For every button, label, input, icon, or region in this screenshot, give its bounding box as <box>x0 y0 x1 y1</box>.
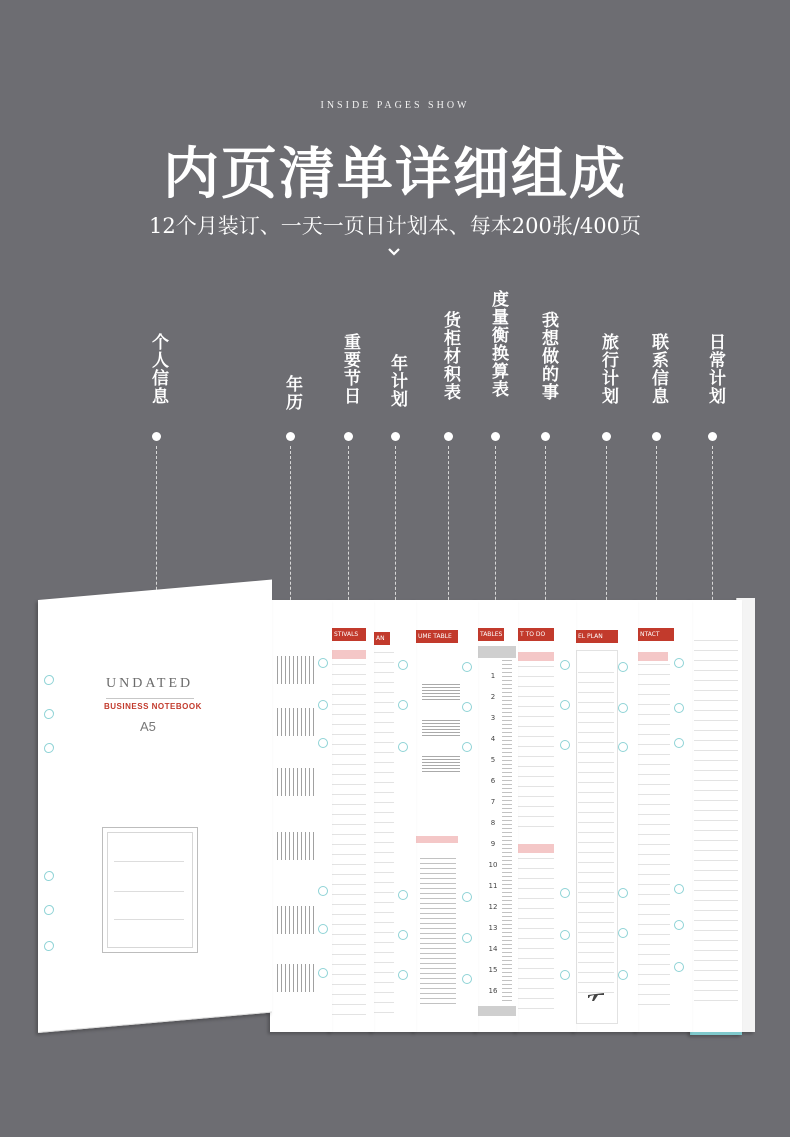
ruler-number: 4 <box>490 735 496 743</box>
section-label-travel-plan: 旅行计划 <box>598 333 618 405</box>
page-travel-plan <box>574 600 638 1032</box>
tab-travel: EL PLAN <box>574 630 618 643</box>
airplane-icon <box>586 984 606 1004</box>
cover-title: UNDATED <box>106 676 194 691</box>
page-calendar <box>270 600 332 1032</box>
tab-festivals: STIVALS <box>330 628 366 641</box>
ruler-number: 1 <box>490 672 496 680</box>
ruler-number: 16 <box>488 987 498 995</box>
page-todo <box>516 600 576 1032</box>
section-label-holidays: 重要节日 <box>340 333 360 405</box>
page-year-plan <box>372 600 416 1032</box>
section-label-calendar: 年历 <box>282 375 302 411</box>
tab-todo: T TO DO <box>516 628 554 641</box>
page-daily-plan <box>690 600 742 1035</box>
cover-size: A5 <box>140 719 156 734</box>
section-label-contacts: 联系信息 <box>648 333 668 405</box>
ruler-number: 12 <box>488 903 498 911</box>
ruler-number: 11 <box>488 882 498 890</box>
page-conversion-table <box>476 600 518 1032</box>
ruler-number: 2 <box>490 693 496 701</box>
cover-subtitle: BUSINESS NOTEBOOK <box>104 702 202 711</box>
ruler-number: 8 <box>490 819 496 827</box>
ruler-number: 13 <box>488 924 498 932</box>
tab-tables: TABLES <box>476 628 504 641</box>
tab-contact: NTACT <box>636 628 674 641</box>
personal-info-box <box>102 827 198 953</box>
page-title: 内页清单详细组成 <box>163 141 627 207</box>
ruler-number: 9 <box>490 840 496 848</box>
ruler-number: 15 <box>488 966 498 974</box>
page-subtitle: 12个月装订、一天一页日计划本、每本200张/400页 <box>149 214 641 238</box>
section-label-personal-info: 个人信息 <box>148 333 168 405</box>
ruler-number: 14 <box>488 945 498 953</box>
section-label-year-plan: 年计划 <box>387 354 407 408</box>
tab-year-plan: AN <box>372 632 390 645</box>
tab-volume: UME TABLE <box>414 630 458 643</box>
section-label-conversion-table: 度量衡换算表 <box>488 290 508 398</box>
ruler-number: 7 <box>490 798 496 806</box>
page-holidays <box>330 600 374 1032</box>
page-contacts <box>636 600 692 1032</box>
ruler-number: 3 <box>490 714 496 722</box>
ruler-number: 6 <box>490 777 496 785</box>
section-label-todo: 我想做的事 <box>538 311 558 401</box>
ruler-number: 10 <box>488 861 498 869</box>
eyebrow: INSIDE PAGES SHOW <box>320 100 470 111</box>
section-label-daily-plan: 日常计划 <box>705 333 725 405</box>
ruler-number: 5 <box>490 756 496 764</box>
section-label-container-volume: 货柜材积表 <box>440 311 460 401</box>
page-container-volume <box>414 600 478 1032</box>
page-cover <box>38 580 272 1033</box>
